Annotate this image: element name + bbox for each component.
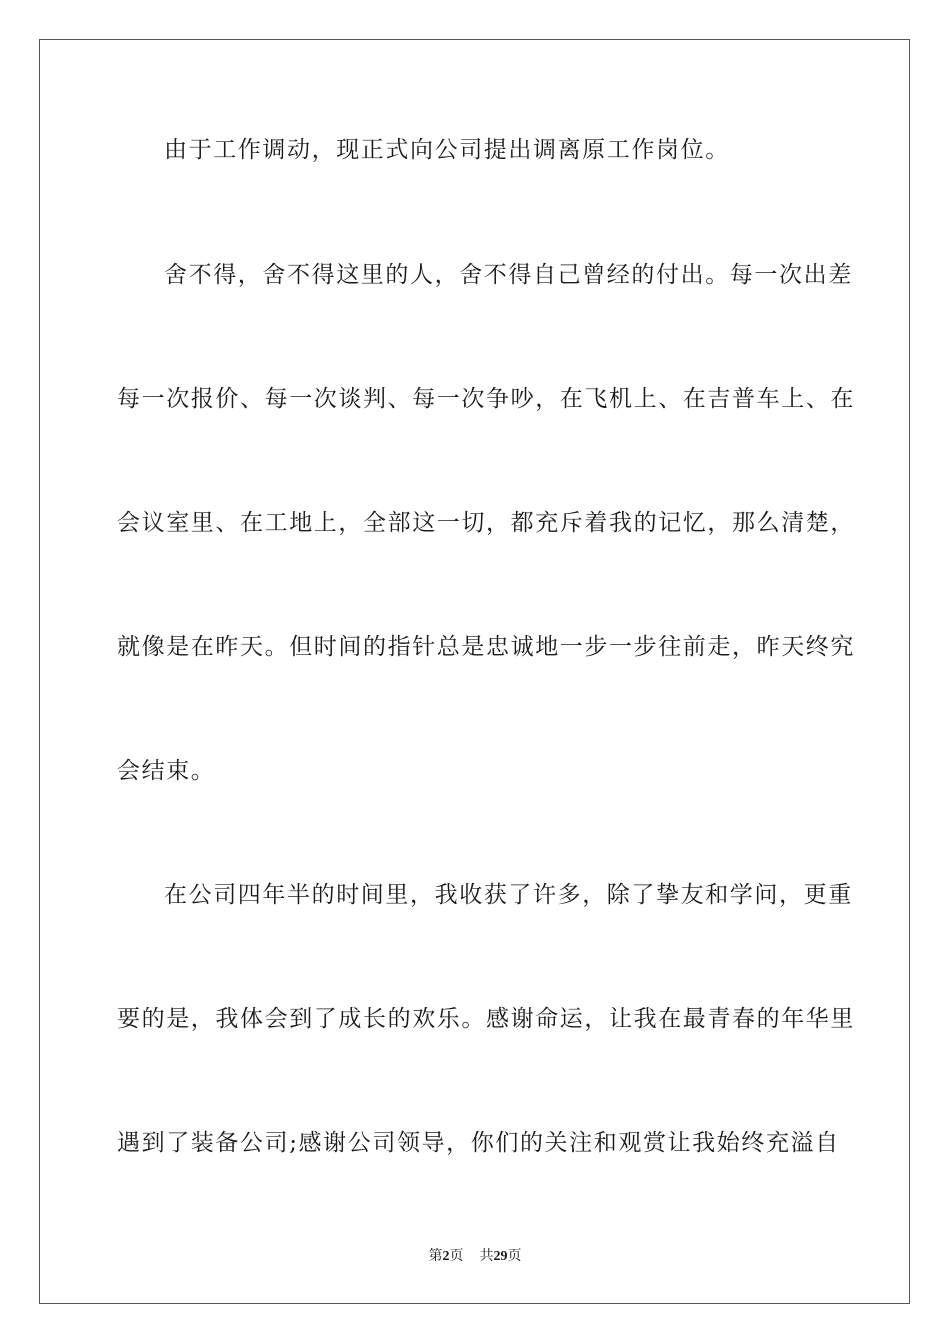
paragraph-3-line-1: 在公司四年半的时间里，我收获了许多，除了挚友和学问，更重 [164,882,853,908]
page-number: 2 [442,1249,450,1264]
paragraph-3-line-3: 遇到了装备公司;感谢公司领导，你们的关注和观赏让我始终充溢自 [117,1130,840,1156]
paragraph-1-line-1: 由于工作调动，现正式向公司提出调离原工作岗位。 [164,137,730,163]
total-pages: 29 [493,1249,508,1264]
page-prefix: 第 [428,1249,443,1264]
page-footer [0,1248,950,1266]
paragraph-2-line-2: 每一次报价、每一次谈判、每一次争吵，在飞机上、在吉普车上、在 [117,386,855,412]
paragraph-2-line-3: 会议室里、在工地上，全部这一切，都充斥着我的记忆，那么清楚， [117,510,855,536]
total-prefix: 共 [479,1249,494,1264]
total-suffix: 页 [507,1249,522,1264]
paragraph-2-line-1: 舍不得，舍不得这里的人，舍不得自己曾经的付出。每一次出差 [164,262,853,288]
page-border [39,39,910,1304]
paragraph-3-line-2: 要的是，我体会到了成长的欢乐。感谢命运，让我在最青春的年华里 [117,1006,855,1032]
page-suffix: 页 [449,1249,464,1264]
paragraph-2-line-5: 会结束。 [117,758,216,784]
paragraph-2-line-4: 就像是在昨天。但时间的指针总是忠诚地一步一步往前走，昨天终究 [117,634,855,660]
